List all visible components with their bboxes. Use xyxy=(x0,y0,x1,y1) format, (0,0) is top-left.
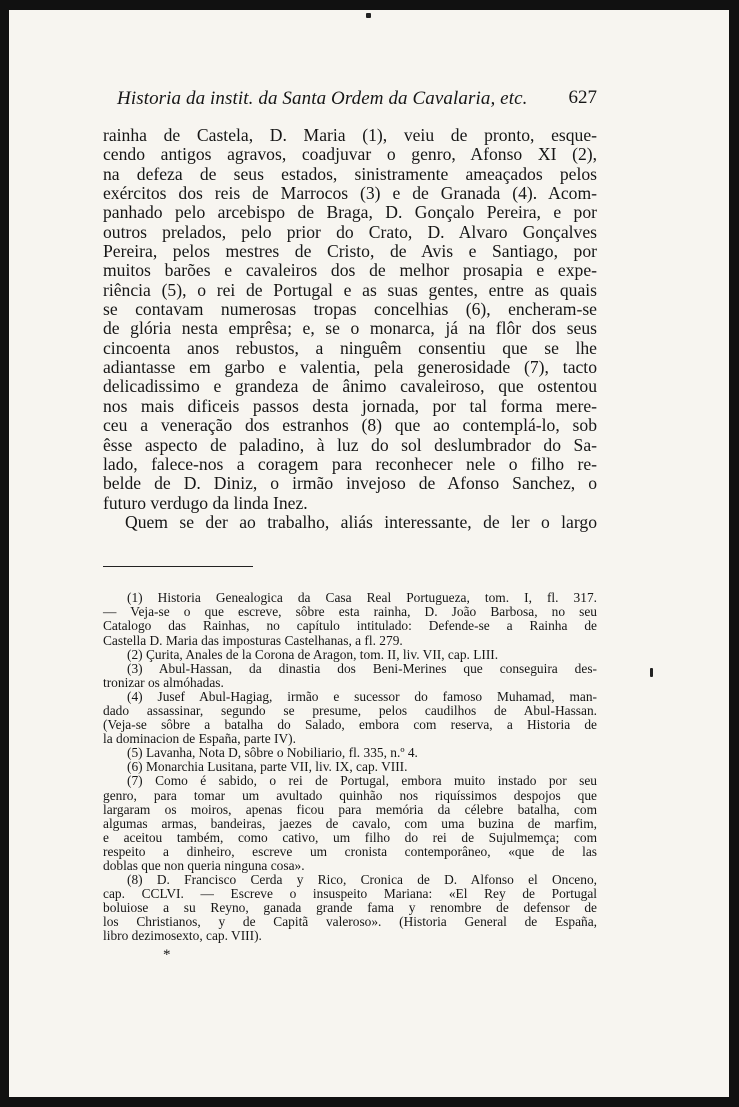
footnote-line: respeito a dinheiro, escreve um cronista contemporâneo, «que de las xyxy=(103,843,597,859)
body-line: lado, falece-nos a coragem para reconhecer nele o filho re- xyxy=(103,453,597,474)
book-page xyxy=(103,82,597,963)
body-line: adiantasse em garbo e valentia, pela generosidade (7), tacto xyxy=(103,357,597,378)
body-line: de glória nesta emprêsa; e, se o monarca, já na flôr dos seus xyxy=(103,318,597,339)
body-line: na defeza de seus estados, sinistramente ameaçados pelos xyxy=(103,163,597,184)
body-line: êsse aspecto de paladino, à luz do sol deslumbrador do Sa- xyxy=(103,434,597,455)
footnote-line: (3) Abul-Hassan, da dinastia dos Beni-Merines que conseguira des- xyxy=(127,660,597,676)
footnote-line: (1) Historia Genealogica da Casa Real Portugueza, tom. I, fl. 317. xyxy=(127,590,597,606)
footnote-line: (5) Lavanha, Nota D, sôbre o Nobiliario, fl. 335, n.º 4. xyxy=(127,745,418,761)
footnote-line: (Veja-se sôbre a batalha do Salado, embora com reserva, a Historia de xyxy=(103,717,597,733)
body-line: se contavam numerosas tropas concelhias (6), encheram-se xyxy=(103,299,597,320)
footnote-line: — Veja-se o que escreve, sôbre esta rainha, D. João Barbosa, no seu xyxy=(103,604,597,620)
footnote-line: doblas que non queria ninguna cosa». xyxy=(103,858,305,873)
body-line: exércitos dos reis de Marrocos (3) e de Granada (4). Acom- xyxy=(103,183,597,204)
body-line: Quem se der ao trabalho, aliás interessante, de ler o largo xyxy=(125,511,597,532)
running-title: Historia da instit. da Santa Ordem da Cavalaria, etc. xyxy=(117,88,528,109)
footnote-line: e aceitou também, como cativo, um filho do rei de Sujulmemça; com xyxy=(103,829,597,845)
footnote-line: boluiose a su Reyno, ganada grande fama y renombre de defensor de xyxy=(103,900,597,916)
body-line: belde de D. Diniz, o irmão invejoso de Afonso Sanchez, o xyxy=(103,473,597,494)
body-line: riência (5), o rei de Portugal e as suas gentes, entre as quais xyxy=(103,279,597,300)
footnote-line: (7) Como é sabido, o rei de Portugal, embora muito instado por seu xyxy=(127,773,597,789)
footnotes xyxy=(103,591,597,943)
footnote-line: Castella D. Maria das imposturas Castelhanas, a fl. 279. xyxy=(103,632,403,648)
footnote-line: (8) D. Francisco Cerda y Rico, Cronica de D. Alfonso el Onceno, xyxy=(127,872,597,888)
end-asterisk: * xyxy=(163,947,171,963)
running-head xyxy=(103,82,597,112)
footnote-line: algumas armas, bandeiras, jaezes de cavalo, com uma buzina de marfim, xyxy=(103,815,597,831)
footnote-line: los Christianos, y de Capitã valeroso». (Historia General de España, xyxy=(103,914,597,930)
body-line: delicadissimo e grandeza de ânimo cavaleiroso, que ostentou xyxy=(103,376,597,397)
body-text xyxy=(103,126,597,532)
body-line: panhado pelo arcebispo de Braga, D. Gonçalo Pereira, e por xyxy=(103,202,597,223)
body-line: cincoenta anos rebustos, a ninguêm consentiu que se lhe xyxy=(103,337,597,358)
footnote-line: (6) Monarchia Lusitana, parte VII, liv. IX, cap. VIII. xyxy=(127,759,408,775)
body-line: outros prelados, pelo prior do Crato, D. Alvaro Gonçalves xyxy=(103,221,597,242)
footnote-line: tronizar os almóhadas. xyxy=(103,674,224,690)
footnote-separator xyxy=(103,566,253,567)
body-line: rainha de Castela, D. Maria (1), veiu de pronto, esque- xyxy=(103,125,597,145)
right-margin-mark xyxy=(650,668,653,677)
footnote-line: (2) Çurita, Anales de la Corona de Aragon, tom. II, liv. VII, cap. LIII. xyxy=(127,646,499,662)
page-number: 627 xyxy=(568,87,597,108)
body-line: muitos barões e cavaleiros dos de melhor prosapia e expe- xyxy=(103,260,597,281)
footnote-line: libro dezimosexto, cap. VIII). xyxy=(103,928,262,944)
body-line: ceu a veneração dos estranhos (8) que ao contemplá-lo, sob xyxy=(103,415,597,436)
body-line: nos mais dificeis passos desta jornada, por tal forma mere- xyxy=(103,395,597,416)
top-edge-mark xyxy=(366,13,371,18)
body-line: futuro verdugo da linda Inez. xyxy=(103,492,308,513)
footnote-line: Catalogo das Rainhas, no capítulo intitulado: Defende-se a Rainha de xyxy=(103,618,597,634)
body-line: cendo antigos agravos, coadjuvar o genro, Afonso XI (2), xyxy=(103,144,597,165)
footnote-line: dado assassinar, segundo se presume, pelos caudilhos de Abul-Hassan. xyxy=(103,702,597,718)
body-line: Pereira, pelos mestres de Cristo, de Avis e Santiago, por xyxy=(103,241,597,262)
footnote-line: largaram os moiros, apenas ficou para memória da célebre batalha, com xyxy=(103,801,597,817)
footnote-line: cap. CCLVI. — Escreve o insuspeito Mariana: «El Rey de Portugal xyxy=(103,886,597,902)
footnote-line: la dominacion de España, parte IV). xyxy=(103,731,296,747)
footnote-line: genro, para tomar um avultado quinhão nos riquíssimos despojos que xyxy=(103,787,597,803)
footnote-line: (4) Jusef Abul-Hagiag, irmão e sucessor do famoso Muhamad, man- xyxy=(127,688,597,704)
